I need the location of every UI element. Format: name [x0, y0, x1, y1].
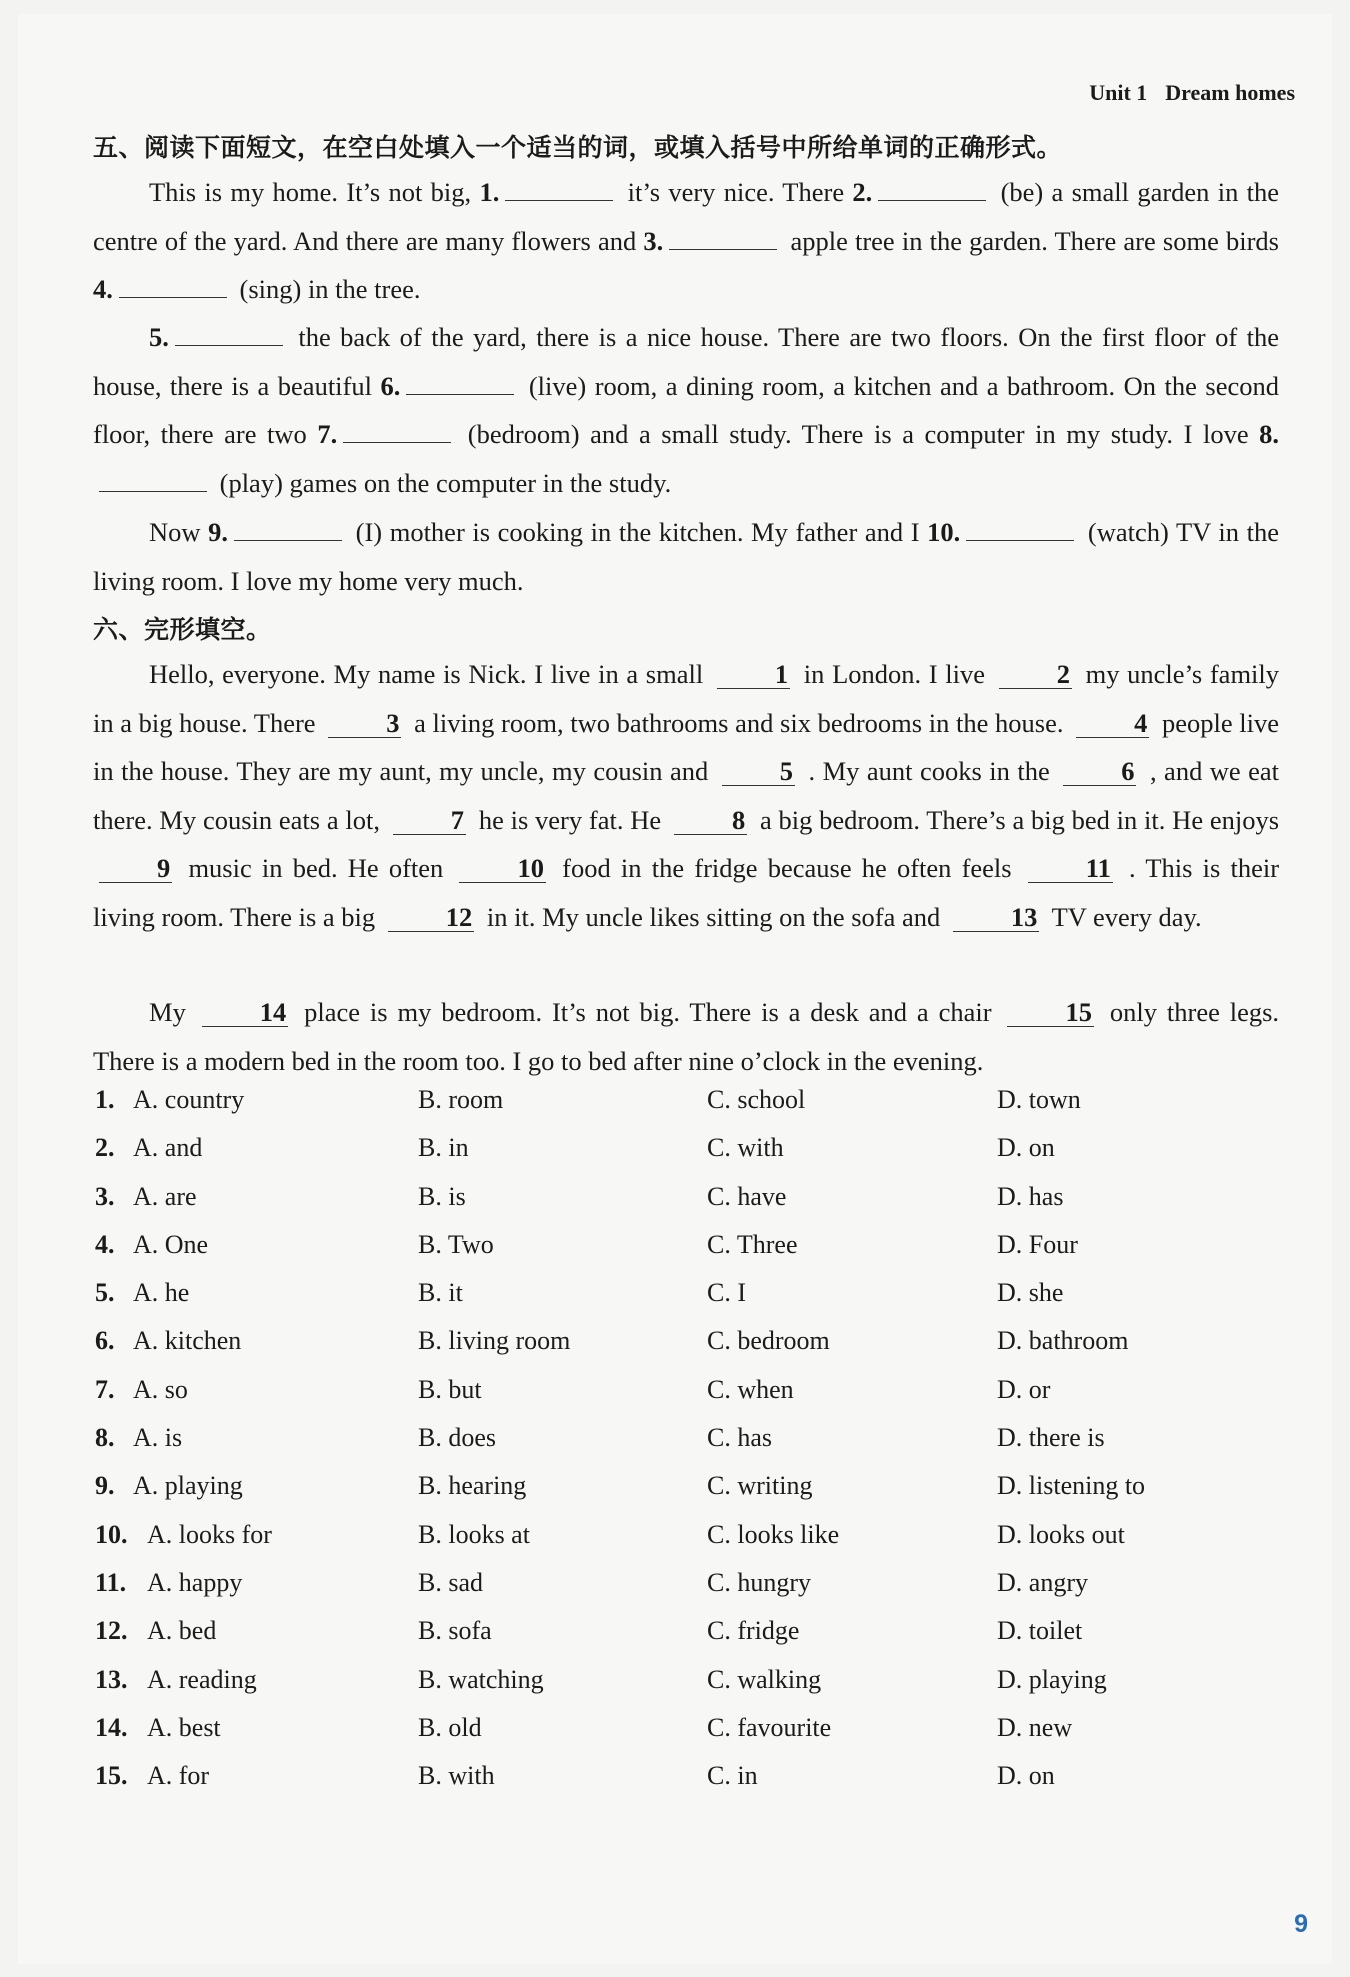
passage-text: the back of the yard, there is a nice house. There are two floors. On the first floor of the house, there is a beautiful	[93, 322, 1279, 401]
option-row	[93, 1471, 1283, 1519]
question-number: 1.	[95, 1085, 115, 1114]
option-c[interactable]: C. writing	[707, 1471, 813, 1501]
answer-blank[interactable]	[669, 227, 777, 250]
passage-text: (I) mother is cooking in the kitchen. My father and I	[348, 517, 928, 547]
passage-text: TV every day.	[1051, 901, 1202, 932]
section-6-paragraph-2	[93, 988, 1279, 1085]
option-row	[93, 1423, 1283, 1471]
blank-number: 10.	[927, 517, 961, 547]
option-b[interactable]: B. with	[418, 1761, 495, 1791]
question-number: 8.	[95, 1423, 115, 1453]
passage-text: (watch) TV in the living room. I love my home very much.	[93, 517, 1279, 596]
blank-number: 7.	[317, 419, 338, 449]
question-number: 10.	[95, 1519, 128, 1549]
question-number: 4.	[95, 1229, 115, 1259]
option-d[interactable]: D. on	[997, 1761, 1055, 1791]
cloze-blank[interactable]: 3	[328, 709, 401, 738]
cloze-blank[interactable]: 12	[388, 903, 475, 932]
passage-text: people live in the house. They are my aunt, my uncle, my cousin and	[93, 707, 1280, 786]
option-d[interactable]: D. toilet	[997, 1616, 1083, 1646]
cloze-options-list	[93, 1085, 1283, 1809]
question-number: 11.	[95, 1567, 127, 1597]
option-row	[93, 1520, 1283, 1568]
option-row	[93, 1375, 1283, 1423]
option-c[interactable]: C. with	[707, 1133, 784, 1163]
cloze-blank[interactable]: 13	[953, 903, 1040, 932]
cloze-blank[interactable]: 14	[202, 998, 289, 1027]
option-a[interactable]: A. best	[147, 1712, 221, 1742]
option-d[interactable]: D. bathroom	[997, 1326, 1129, 1356]
question-number: 14.	[95, 1712, 128, 1742]
answer-blank[interactable]	[505, 178, 613, 201]
option-c[interactable]: C. in	[707, 1761, 758, 1791]
passage-text: . This is their living room. There is a big	[93, 853, 1280, 932]
passage-text: music in bed. He often	[188, 853, 444, 883]
option-c[interactable]: C. Three	[707, 1229, 798, 1259]
blank-number: 4.	[93, 274, 113, 304]
unit-title: Dream homes	[1165, 80, 1295, 105]
passage-text: My	[149, 997, 186, 1027]
option-a[interactable]: A. so	[133, 1374, 188, 1404]
section-5-title: 五、阅读下面短文，在空白处填入一个适当的词，或填入括号中所给单词的正确形式。	[93, 133, 1063, 162]
answer-blank[interactable]	[966, 518, 1074, 541]
option-c[interactable]: C. I	[707, 1278, 746, 1308]
blank-number: 1.	[479, 177, 500, 207]
option-a[interactable]: A. playing	[133, 1471, 243, 1501]
passage-text: . My aunt cooks in the	[808, 756, 1050, 786]
option-c[interactable]: C. walking	[707, 1664, 822, 1694]
option-d[interactable]: D. she	[997, 1278, 1064, 1308]
option-row	[93, 1182, 1283, 1230]
option-b[interactable]: B. living room	[418, 1326, 571, 1356]
option-c[interactable]: C. has	[707, 1423, 772, 1453]
option-b[interactable]: B. does	[418, 1423, 496, 1453]
question-number: 3.	[95, 1181, 115, 1211]
section-5-paragraph-2	[93, 313, 1279, 507]
option-row	[93, 1665, 1283, 1713]
option-c[interactable]: C. have	[707, 1181, 787, 1211]
cloze-blank[interactable]: 6	[1063, 757, 1136, 786]
cloze-blank[interactable]: 5	[722, 757, 795, 786]
option-row	[93, 1278, 1283, 1326]
passage-text: Hello, everyone. My name is Nick. I live in a small	[149, 659, 704, 689]
passage-text: food in the fridge because he often feels	[562, 853, 1012, 883]
question-number: 5.	[95, 1278, 115, 1308]
cloze-blank[interactable]: 11	[1028, 854, 1113, 883]
option-c[interactable]: C. school	[707, 1085, 806, 1114]
option-d[interactable]: D. or	[997, 1374, 1051, 1404]
option-c[interactable]: C. fridge	[707, 1616, 800, 1646]
option-b[interactable]: B. sad	[418, 1567, 483, 1597]
section-6-title: 六、完形填空。	[93, 615, 272, 644]
passage-text: This is my home. It’s not big,	[149, 177, 480, 207]
option-row	[93, 1616, 1283, 1664]
option-a[interactable]: A. for	[147, 1761, 210, 1791]
option-b[interactable]: B. in	[418, 1133, 469, 1163]
option-c[interactable]: C. when	[707, 1374, 794, 1404]
section-5-paragraph-3	[93, 508, 1279, 605]
cloze-blank[interactable]: 15	[1007, 998, 1094, 1027]
option-c[interactable]: C. favourite	[707, 1712, 832, 1742]
cloze-blank[interactable]: 7	[393, 806, 466, 835]
blank-number: 3.	[643, 225, 664, 256]
passage-text: apple tree in the garden. There are some birds	[783, 225, 1279, 256]
answer-blank[interactable]	[234, 518, 342, 541]
option-c[interactable]: C. hungry	[707, 1567, 811, 1597]
option-b[interactable]: B. watching	[418, 1664, 544, 1694]
passage-text: (sing) in the tree.	[232, 274, 421, 304]
option-row	[93, 1568, 1283, 1616]
answer-blank[interactable]	[878, 178, 986, 201]
option-row	[93, 1230, 1283, 1278]
passage-text: he is very fat. He	[478, 804, 662, 835]
question-number: 13.	[95, 1664, 128, 1694]
blank-number: 6.	[380, 370, 401, 401]
question-number: 9.	[95, 1471, 115, 1501]
answer-blank[interactable]	[119, 275, 227, 298]
option-b[interactable]: B. sofa	[418, 1616, 492, 1646]
answer-blank[interactable]	[406, 372, 514, 395]
passage-text: in it. My uncle likes sitting on the sofa and	[486, 901, 941, 932]
cloze-blank[interactable]: 4	[1076, 709, 1149, 738]
option-d[interactable]: D. new	[997, 1712, 1073, 1742]
option-a[interactable]: A. looks for	[147, 1519, 272, 1549]
option-d[interactable]: D. has	[997, 1181, 1064, 1211]
option-a[interactable]: A. bed	[147, 1616, 217, 1646]
section-5-paragraph-1	[93, 168, 1279, 314]
cloze-blank[interactable]: 10	[459, 854, 546, 883]
option-d[interactable]: D. there is	[997, 1423, 1105, 1453]
option-d[interactable]: D. town	[997, 1085, 1081, 1114]
page-number: 9	[1294, 1910, 1308, 1938]
cloze-blank[interactable]: 2	[999, 660, 1072, 689]
question-number: 2.	[95, 1133, 115, 1163]
running-header	[1089, 80, 1295, 106]
option-a[interactable]: A. happy	[147, 1567, 243, 1597]
option-b[interactable]: B. is	[418, 1181, 466, 1211]
option-c[interactable]: C. looks like	[707, 1519, 840, 1549]
option-a[interactable]: A. One	[133, 1229, 209, 1259]
cloze-blank[interactable]: 9	[99, 854, 172, 883]
cloze-blank[interactable]: 1	[717, 660, 790, 689]
option-b[interactable]: B. room	[418, 1085, 504, 1114]
option-d[interactable]: D. on	[997, 1133, 1055, 1163]
passage-text: , and we eat there. My cousin eats a lot,	[93, 756, 1280, 835]
answer-blank[interactable]	[99, 469, 207, 492]
option-d[interactable]: D. playing	[997, 1664, 1107, 1694]
blank-number: 9.	[208, 517, 229, 547]
option-b[interactable]: B. looks at	[418, 1519, 530, 1549]
option-a[interactable]: A. kitchen	[133, 1326, 242, 1356]
question-number: 6.	[95, 1326, 115, 1356]
question-number: 7.	[95, 1374, 115, 1404]
option-b[interactable]: B. but	[418, 1374, 482, 1404]
option-a[interactable]: A. he	[133, 1278, 190, 1308]
option-d[interactable]: D. Four	[997, 1229, 1078, 1259]
option-row	[93, 1761, 1283, 1809]
option-d[interactable]: D. angry	[997, 1567, 1088, 1597]
passage-text: it’s very nice. There	[619, 177, 853, 207]
option-a[interactable]: A. is	[133, 1423, 183, 1453]
blank-number: 8.	[1259, 419, 1280, 449]
option-a[interactable]: A. and	[133, 1133, 203, 1163]
passage-text: in London. I live	[803, 659, 986, 689]
option-a[interactable]: A. country	[133, 1085, 245, 1114]
passage-text: place is my bedroom. It’s not big. There is a desk and a chair	[304, 997, 992, 1027]
option-d[interactable]: D. looks out	[997, 1519, 1125, 1549]
option-row	[93, 1085, 1283, 1133]
option-a[interactable]: A. are	[133, 1181, 197, 1211]
passage-text: (be) a small garden in the centre of the yard. And there are many flowers and	[93, 177, 1279, 256]
option-b[interactable]: B. it	[418, 1278, 463, 1308]
option-row	[93, 1326, 1283, 1374]
answer-blank[interactable]	[343, 420, 451, 443]
passage-text: a big bedroom. There’s a big bed in it. He enjoys	[759, 804, 1280, 835]
passage-text: (live) room, a dining room, a kitchen and a bathroom. On the second floor, there are two	[93, 370, 1279, 449]
option-row	[93, 1133, 1283, 1181]
option-b[interactable]: B. hearing	[418, 1471, 527, 1501]
passage-text: Now	[149, 517, 209, 547]
option-b[interactable]: B. old	[418, 1712, 482, 1742]
passage-text: (bedroom) and a small study. There is a computer in my study. I love	[457, 419, 1260, 449]
question-number: 12.	[95, 1616, 128, 1646]
option-d[interactable]: D. listening to	[997, 1471, 1146, 1501]
blank-number: 5.	[149, 322, 169, 352]
option-row	[93, 1713, 1283, 1761]
option-a[interactable]: A. reading	[147, 1664, 257, 1694]
cloze-blank[interactable]: 8	[674, 806, 747, 835]
blank-number: 2.	[852, 177, 873, 207]
question-number: 15.	[95, 1761, 128, 1791]
answer-blank[interactable]	[175, 323, 283, 346]
passage-text: (play) games on the computer in the study.	[213, 467, 672, 498]
option-b[interactable]: B. Two	[418, 1229, 494, 1259]
section-6-paragraph-1	[93, 650, 1279, 941]
passage-text: my uncle’s family in a big house. There	[93, 659, 1280, 738]
passage-text: a living room, two bathrooms and six bedrooms in the house.	[414, 707, 1064, 738]
passage-text: only three legs. There is a modern bed in the room too. I go to bed after nine o’clock in the evening.	[93, 997, 1280, 1076]
option-c[interactable]: C. bedroom	[707, 1326, 830, 1356]
unit-label: Unit 1	[1089, 80, 1148, 105]
